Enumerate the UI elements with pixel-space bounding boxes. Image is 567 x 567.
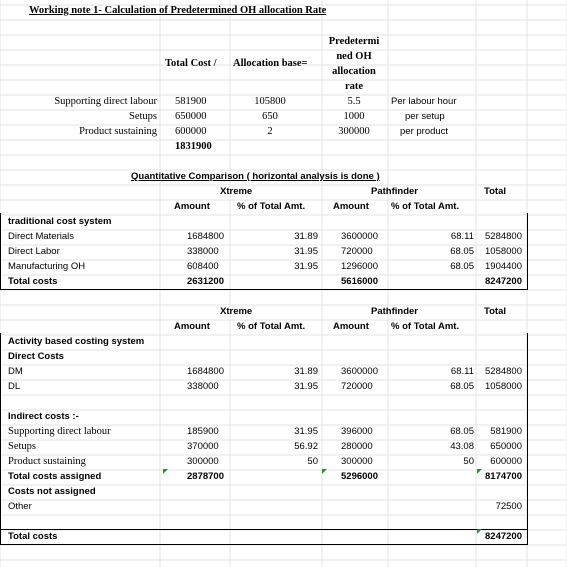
abc-direct-row-x-pct: 31.89 bbox=[294, 366, 318, 377]
abc-direct-row-x-amt: 338000 bbox=[187, 381, 219, 392]
trad-right-border bbox=[527, 213, 528, 290]
abc-indirect-row-total: 581900 bbox=[490, 426, 522, 437]
not-assigned-label: Costs not assigned bbox=[8, 486, 96, 497]
abc-total-bottom-border bbox=[0, 544, 527, 545]
working-note-title: Working note 1- Calculation of Predetermined OH allocation Rate bbox=[29, 5, 327, 16]
abc-indirect-row-x-amt: 370000 bbox=[187, 441, 219, 452]
abc-indirect-row-p-pct: 50 bbox=[463, 456, 474, 467]
col-pathfinder-2: Pathfinder bbox=[371, 306, 418, 317]
trad-total-p: 5616000 bbox=[341, 276, 378, 287]
abc-heading: Activity based costing system bbox=[8, 336, 145, 347]
col-total: Total bbox=[484, 186, 506, 197]
col-xtreme-2: Xtreme bbox=[220, 306, 253, 317]
trad-row-p-pct: 68.05 bbox=[450, 246, 474, 257]
trad-row-p-pct: 68.11 bbox=[450, 231, 474, 242]
note1-row-cost: 650000 bbox=[175, 111, 207, 122]
abc-direct-row-total: 1058000 bbox=[485, 381, 522, 392]
trad-row-p-amt: 1296000 bbox=[341, 261, 378, 272]
header-rate-line3: allocation bbox=[332, 66, 376, 77]
trad-total-x: 2631200 bbox=[187, 276, 224, 287]
assigned-total: 8174700 bbox=[485, 471, 522, 482]
abc-indirect-row-p-amt: 396000 bbox=[341, 426, 373, 437]
trad-left-border bbox=[0, 213, 1, 290]
note1-row-cost: 581900 bbox=[175, 96, 207, 107]
grand-total-label: Total costs bbox=[8, 531, 58, 542]
note1-row-rate: 5.5 bbox=[347, 96, 361, 107]
note1-row-unit: Per labour hour bbox=[391, 96, 457, 107]
abc-right-border bbox=[527, 333, 528, 545]
abc-indirect-row-x-pct: 50 bbox=[307, 456, 318, 467]
abc-indirect-row-x-pct: 31.95 bbox=[294, 426, 318, 437]
note1-row-cost: 600000 bbox=[175, 126, 207, 137]
trad-row-x-amt: 608400 bbox=[187, 261, 219, 272]
trad-total-total: 8247200 bbox=[485, 276, 522, 287]
abc-direct-row-p-pct: 68.05 bbox=[450, 381, 474, 392]
trad-row-x-pct: 31.95 bbox=[294, 246, 318, 257]
sub-amount-pathfinder: Amount bbox=[333, 201, 369, 212]
abc-indirect-row-p-pct: 43.08 bbox=[450, 441, 474, 452]
sub-amount-pathfinder-2: Amount bbox=[333, 321, 369, 332]
trad-row-p-pct: 68.05 bbox=[450, 261, 474, 272]
abc-indirect-row-p-amt: 300000 bbox=[341, 456, 373, 467]
abc-direct-row-x-pct: 31.95 bbox=[294, 381, 318, 392]
abc-direct-row-label: DL bbox=[8, 381, 21, 392]
abc-direct-row-total: 5284800 bbox=[485, 366, 522, 377]
indirect-costs-heading: Indirect costs :- bbox=[8, 411, 79, 422]
note1-row-unit: per setup bbox=[405, 111, 445, 122]
note1-row-base: 2 bbox=[267, 126, 273, 137]
note1-row-unit: per product bbox=[400, 126, 449, 137]
abc-direct-row-p-amt: 3600000 bbox=[341, 366, 378, 377]
error-indicator-icon[interactable] bbox=[477, 469, 482, 474]
assigned-label: Total costs assigned bbox=[8, 471, 102, 482]
traditional-heading: traditional cost system bbox=[8, 216, 112, 227]
trad-row-x-amt: 338000 bbox=[187, 246, 219, 257]
note1-row-rate: 1000 bbox=[343, 111, 365, 122]
error-indicator-icon[interactable] bbox=[163, 469, 168, 474]
note1-total: 1831900 bbox=[175, 141, 212, 152]
trad-row-total: 5284800 bbox=[485, 231, 522, 242]
abc-indirect-row-x-amt: 300000 bbox=[187, 456, 219, 467]
abc-indirect-row-p-pct: 68.05 bbox=[450, 426, 474, 437]
header-rate-line2: ned OH bbox=[336, 51, 372, 62]
trad-row-total: 1904400 bbox=[485, 261, 522, 272]
note1-row-base: 650 bbox=[262, 111, 278, 122]
abc-indirect-row-x-pct: 56.92 bbox=[294, 441, 318, 452]
header-rate-line1: Predetermi bbox=[328, 36, 380, 47]
note1-row-label: Product sustaining bbox=[79, 126, 157, 137]
sub-amount-xtreme: Amount bbox=[174, 201, 210, 212]
abc-direct-row-p-amt: 720000 bbox=[341, 381, 373, 392]
trad-total-label: Total costs bbox=[8, 276, 58, 287]
grand-total-value: 8247200 bbox=[485, 531, 522, 542]
col-total-2: Total bbox=[484, 306, 506, 317]
trad-row-p-amt: 3600000 bbox=[341, 231, 378, 242]
abc-direct-row-label: DM bbox=[8, 366, 23, 377]
abc-indirect-row-p-amt: 280000 bbox=[341, 441, 373, 452]
note1-row-label: Supporting direct labour bbox=[54, 96, 157, 107]
note1-row-base: 105800 bbox=[254, 96, 286, 107]
trad-row-total: 1058000 bbox=[485, 246, 522, 257]
abc-indirect-row-total: 600000 bbox=[490, 456, 522, 467]
sub-pct-xtreme: % of Total Amt. bbox=[237, 201, 306, 212]
other-total: 72500 bbox=[495, 501, 522, 512]
sub-pct-pathfinder-2: % of Total Amt. bbox=[391, 321, 460, 332]
header-allocation-base: Allocation base= bbox=[233, 58, 308, 69]
abc-indirect-row-label: Setups bbox=[8, 441, 37, 452]
col-xtreme: Xtreme bbox=[220, 186, 253, 197]
trad-row-x-pct: 31.89 bbox=[294, 231, 318, 242]
trad-row-label: Direct Labor bbox=[8, 246, 60, 257]
abc-direct-row-p-pct: 68.11 bbox=[450, 366, 474, 377]
header-rate-line4: rate bbox=[344, 81, 364, 92]
sub-pct-pathfinder: % of Total Amt. bbox=[391, 201, 460, 212]
other-label: Other bbox=[8, 501, 32, 512]
abc-direct-row-x-amt: 1684800 bbox=[187, 366, 224, 377]
abc-indirect-row-label: Product sustaining bbox=[8, 456, 86, 467]
trad-row-x-pct: 31.95 bbox=[294, 261, 318, 272]
trad-total-bottom-border bbox=[0, 289, 527, 290]
abc-total-top-border bbox=[0, 529, 527, 530]
trad-row-label: Direct Materials bbox=[8, 231, 74, 242]
abc-indirect-row-x-amt: 185900 bbox=[187, 426, 219, 437]
trad-row-label: Manufacturing OH bbox=[8, 261, 86, 272]
error-indicator-icon[interactable] bbox=[322, 469, 327, 474]
assigned-x: 2878700 bbox=[187, 471, 224, 482]
abc-left-border bbox=[0, 333, 1, 545]
trad-row-p-amt: 720000 bbox=[341, 246, 373, 257]
comparison-title: Quantitative Comparison ( horizontal analysis is done ) bbox=[131, 171, 380, 182]
note1-row-label: Setups bbox=[128, 111, 157, 122]
sub-amount-xtreme-2: Amount bbox=[174, 321, 210, 332]
direct-costs-heading: Direct Costs bbox=[8, 351, 64, 362]
col-pathfinder: Pathfinder bbox=[371, 186, 418, 197]
assigned-p: 5296000 bbox=[341, 471, 378, 482]
header-total-cost: Total Cost / bbox=[165, 58, 217, 69]
abc-indirect-row-total: 650000 bbox=[490, 441, 522, 452]
error-indicator-icon[interactable] bbox=[477, 529, 482, 534]
abc-indirect-row-label: Supporting direct labour bbox=[8, 426, 111, 437]
note1-row-rate: 300000 bbox=[338, 126, 370, 137]
sub-pct-xtreme-2: % of Total Amt. bbox=[237, 321, 306, 332]
trad-row-x-amt: 1684800 bbox=[187, 231, 224, 242]
